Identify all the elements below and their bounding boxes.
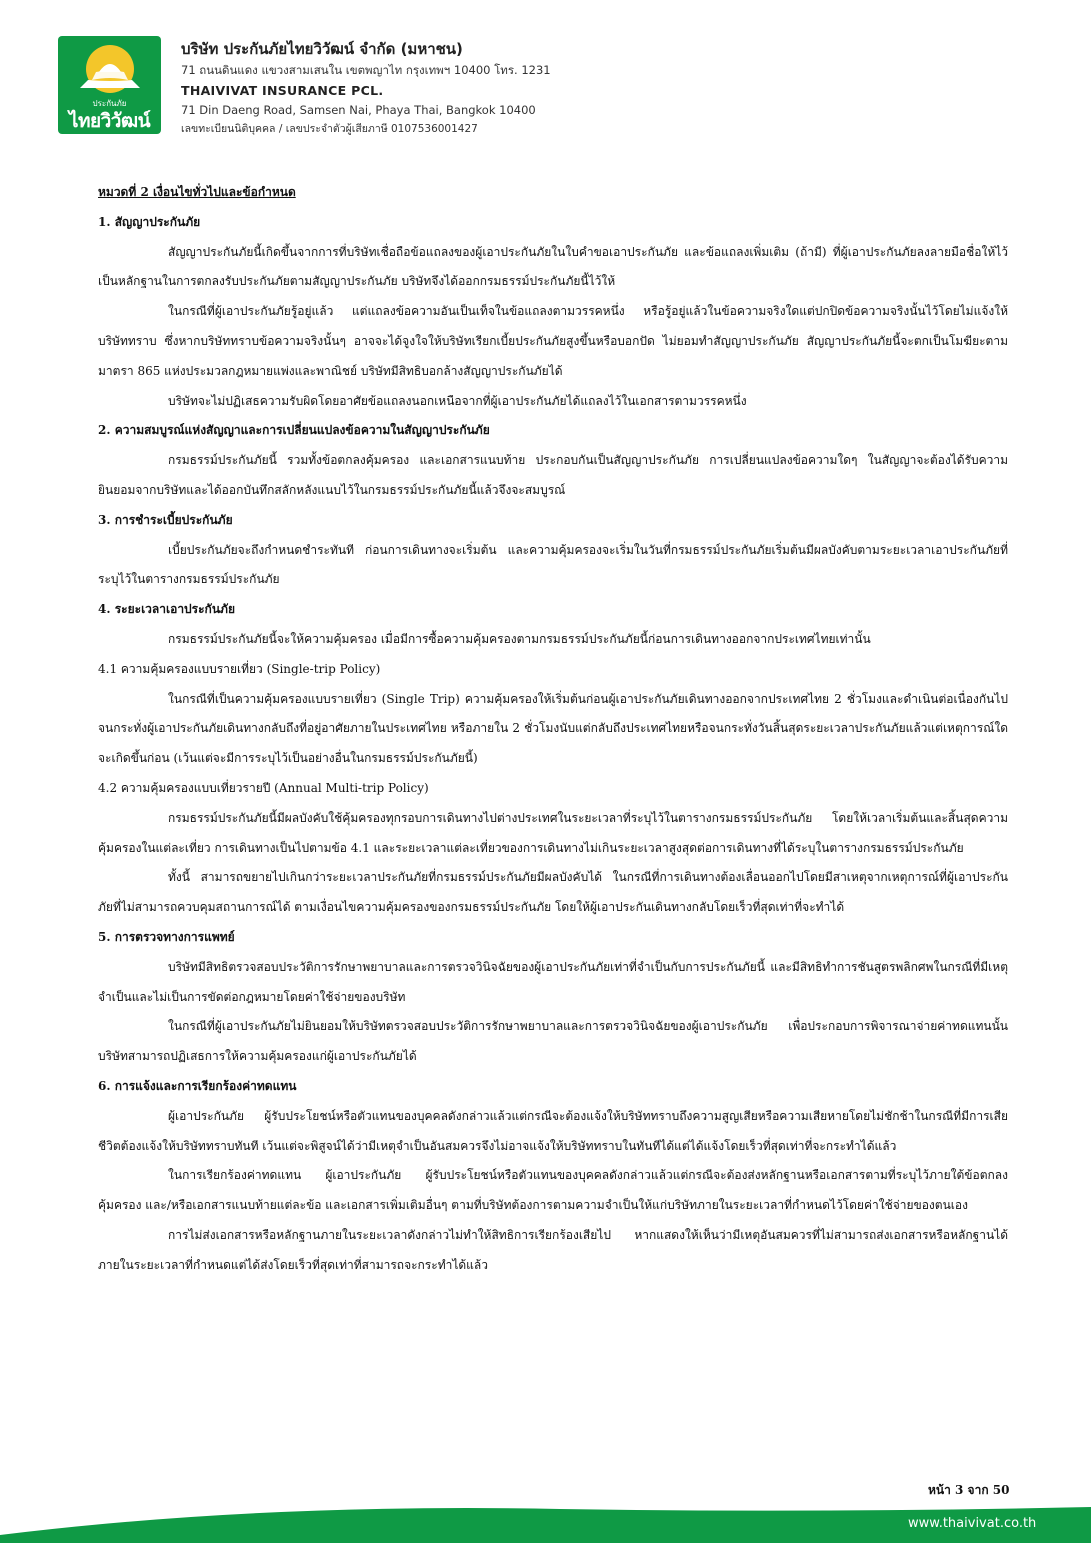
logo-brand-text: ไทยวิวัฒน์	[68, 110, 151, 132]
section-title: 3. การชำระเบี้ยประกันภัย	[98, 512, 233, 527]
paragraph: การไม่ส่งเอกสารหรือหลักฐานภายในระยะเวลาดังกล่าวไม่ทำให้สิทธิการเรียกร้องเสียไป หากแสดงให้เห็นว่ามีเหตุอันสมควรที่ไม่สามารถส่งเอกสารหรือหลักฐานได้ภายในระยะเวลาที่กำหนดแต่ได้ส่งโดยเร็วที่สุดเท่าที่สามารถจะกระทำได้แล้ว	[98, 1227, 1008, 1272]
paragraph: กรมธรรม์ประกันภัยนี้ รวมทั้งข้อตกลงคุ้มครอง และเอกสารแนบท้าย ประกอบกันเป็นสัญญาประกันภัย การเปลี่ยนแปลงข้อความใดๆ ในสัญญาจะต้องได้รับความยินยอมจากบริษัทและได้ออกบันทึกสลักหลังแนบไว้ในกรมธรรม์ประกันภัยนี้แล้วจึงจะสมบูรณ์	[98, 453, 1008, 497]
paragraph: บริษัทจะไม่ปฏิเสธความรับผิดโดยอาศัยข้อแถลงนอกเหนือจากที่ผู้เอาประกันภัยได้แถลงไว้ในเอกสารตามวรรคหนึ่ง	[168, 393, 747, 408]
paragraph: ในกรณีที่ผู้เอาประกันภัยรู้อยู่แล้ว แต่แถลงข้อความอันเป็นเท็จในข้อแถลงตามวรรคหนึ่ง หรือรู้อยู่แล้วในข้อความจริงใดแต่ปกปิดข้อความจริงนั้นไว้โดยไม่แจ้งให้บริษัททราบ ซึ่งหากบริษัททราบข้อความจริงนั้นๆ อาจจะได้จูงใจให้บริษัทเรียกเบี้ยประกันภัยสูงขึ้นหรือบอกปัด ไม่ยอมทำสัญญาประกันภัย สัญญาประกันภัยนี้จะตกเป็นโมฆียะตามมาตรา 865 แห่งประมวลกฎหมายแพ่งและพาณิชย์ บริษัทมีสิทธิบอกล้างสัญญาประกันภัยได้	[98, 304, 1008, 378]
paragraph: ทั้งนี้ สามารถขยายไปเกินกว่าระยะเวลาประกันภัยที่กรมธรรม์ประกันภัยมีผลบังคับได้ ในกรณีที่การเดินทางต้องเลื่อนออกไปโดยมีสาเหตุจากเหตุการณ์ที่ผู้เอาประกันภัยที่ไม่สามารถควบคุมสถานการณ์ได้ ตามเงื่อนไขความคุ้มครองของกรมธรรม์ประกันภัย โดยให้ผู้เอาประกันเดินทางกลับโดยเร็วที่สุดเท่าที่จะทำได้	[98, 870, 1008, 915]
paragraph: สัญญาประกันภัยนี้เกิดขึ้นจากการที่บริษัทเชื่อถือข้อแถลงของผู้เอาประกันภัยในใบคำขอเอาประกันภัย และข้อแถลงเพิ่มเติม (ถ้ามี) ที่ผู้เอาประกันภัยลงลายมือชื่อให้ไว้เป็นหลักฐานในการตกลงรับประกันภัยตามสัญญาประกันภัย บริษัทจึงได้ออกกรมธรรม์ประกันภัยนี้ไว้ให้	[98, 244, 1008, 289]
page-number: หน้า 3 จาก 50	[928, 1483, 1010, 1497]
paragraph: ในการเรียกร้องค่าทดแทน ผู้เอาประกันภัย ผู้รับประโยชน์หรือตัวแทนของบุคคลดังกล่าวแล้วแต่กรณีจะต้องส่งหลักฐานหรือเอกสารตามที่ระบุไว้ภายใต้ข้อตกลงคุ้มครอง และ/หรือเอกสารแนบท้ายแต่ละข้อ และเอกสารเพิ่มเติมอื่นๆ ตามที่บริษัทต้องการตามความจำเป็นให้แก่บริษัทภายในระยะเวลาที่กำหนดไว้โดยค่าใช้จ่ายของตนเอง	[98, 1168, 1008, 1213]
paragraph: ในกรณีที่ผู้เอาประกันภัยไม่ยินยอมให้บริษัทตรวจสอบประวัติการรักษาพยาบาลและการตรวจวินิจฉัยของผู้เอาประกันภัย เพื่อประกอบการพิจารณาจ่ายค่าทดแทนนั้น บริษัทสามารถปฏิเสธการให้ความคุ้มครองแก่ผู้เอาประกันภัยได้	[98, 1019, 1008, 1064]
section-title: 6. การแจ้งและการเรียกร้องค่าทดแทน	[98, 1078, 297, 1093]
paragraph: บริษัทมีสิทธิตรวจสอบประวัติการรักษาพยาบาลและการตรวจวินิจฉัยของผู้เอาประกันภัยเท่าที่จำเป็นกับการประกันภัยนี้ และมีสิทธิทำการชันสูตรพลิกศพในกรณีที่มีเหตุจำเป็นและไม่เป็นการขัดต่อกฎหมายโดยค่าใช้จ่ายของบริษัท	[98, 959, 1008, 1004]
company-address-th: 71 ถนนดินแดง แขวงสามเสนใน เขตพญาไท กรุงเทพฯ 10400 โทร. 1231	[181, 63, 551, 77]
subsection-title: 4.1 ความคุ้มครองแบบรายเที่ยว (Single-trip Policy)	[98, 661, 381, 676]
paragraph: ผู้เอาประกันภัย ผู้รับประโยชน์หรือตัวแทนของบุคคลดังกล่าวแล้วแต่กรณีจะต้องแจ้งให้บริษัททราบถึงความสูญเสียหรือความเสียหายโดยไม่ชักช้าในกรณีที่มีการเสียชีวิตต้องแจ้งให้บริษัททราบทันที เว้นแต่จะพิสูจน์ได้ว่ามีเหตุจำเป็นอันสมควรจึงไม่อาจแจ้งให้บริษัททราบในทันทีได้แต่ได้แจ้งโดยเร็วที่สุดเท่าที่จะกระทำได้แล้ว	[98, 1108, 1008, 1153]
section-title: 4. ระยะเวลาเอาประกันภัย	[98, 602, 235, 617]
subsection-title: 4.2 ความคุ้มครองแบบเที่ยวรายปี (Annual Multi-trip Policy)	[98, 780, 429, 795]
company-logo	[58, 36, 161, 134]
chapter-title: หมวดที่ 2 เงื่อนไขทั่วไปและข้อกำหนด	[98, 185, 296, 199]
company-registration: เลขทะเบียนนิติบุคคล / เลขประจำตัวผู้เสียภาษี 0107536001427	[181, 123, 478, 135]
paragraph: กรมธรรม์ประกันภัยนี้มีผลบังคับใช้คุ้มครองทุกรอบการเดินทางไปต่างประเทศในระยะเวลาที่ระบุไว้ในตารางกรมธรรม์ประกันภัย โดยให้เวลาเริ่มต้นและสิ้นสุดความคุ้มครองในแต่ละเที่ยว การเดินทางเป็นไปตามข้อ 4.1 และระยะเวลาแต่ละเที่ยวของการเดินทางไม่เกินระยะเวลาสูงสุดต่อการเดินทางที่ได้ระบุในตารางกรมธรรม์ประกันภัย	[98, 810, 1008, 855]
logo-small-text: ประกันภัย	[92, 99, 127, 108]
section-title: 5. การตรวจทางการแพทย์	[98, 929, 235, 944]
company-info	[181, 38, 741, 138]
section-title: 2. ความสมบูรณ์แห่งสัญญาและการเปลี่ยนแปลงข้อความในสัญญาประกันภัย	[98, 423, 490, 438]
paragraph: เบี้ยประกันภัยจะถึงกำหนดชำระทันที ก่อนการเดินทางจะเริ่มต้น และความคุ้มครองจะเริ่มในวันที่กรมธรรม์ประกันภัยเริ่มต้นมีผลบังคับตามระยะเวลาเอาประกันภัยที่ระบุไว้ในตารางกรมธรรม์ประกันภัย	[98, 542, 1008, 587]
company-name-th: บริษัท ประกันภัยไทยวิวัฒน์ จำกัด (มหาชน)	[181, 40, 463, 58]
company-name-en: THAIVIVAT INSURANCE PCL.	[181, 83, 384, 98]
section-title: 1. สัญญาประกันภัย	[98, 214, 201, 229]
paragraph: ในกรณีที่เป็นความคุ้มครองแบบรายเที่ยว (Single Trip) ความคุ้มครองให้เริ่มต้นก่อนผู้เอาประกันภัยเดินทางออกจากประเทศไทย 2 ชั่วโมงและดำเนินต่อเนื่องกันไปจนกระทั่งผู้เอาประกันภัยเดินทางกลับถึงที่อยู่อาศัยภายในประเทศไทย หรือภายใน 2 ชั่วโมงนับแต่กลับถึงประเทศไทยหรือจนกระทั่งวันสิ้นสุดระยะเวลาประกันภัยแล้วแต่เหตุการณ์ใดจะเกิดขึ้นก่อน (เว้นแต่จะมีการระบุไว้เป็นอย่างอื่นในกรมธรรม์ประกันภัยนี้)	[98, 691, 1008, 766]
paragraph: กรมธรรม์ประกันภัยนี้จะให้ความคุ้มครอง เมื่อมีการซื้อความคุ้มครองตามกรมธรรม์ประกันภัยนี้ก่อนการเดินทางออกจากประเทศไทยเท่านั้น	[168, 631, 871, 646]
footer-website-link[interactable]: www.thaivivat.co.th	[908, 1516, 1037, 1531]
company-address-en: 71 Din Daeng Road, Samsen Nai, Phaya Thai, Bangkok 10400	[181, 103, 536, 117]
document-body	[98, 178, 1008, 1280]
